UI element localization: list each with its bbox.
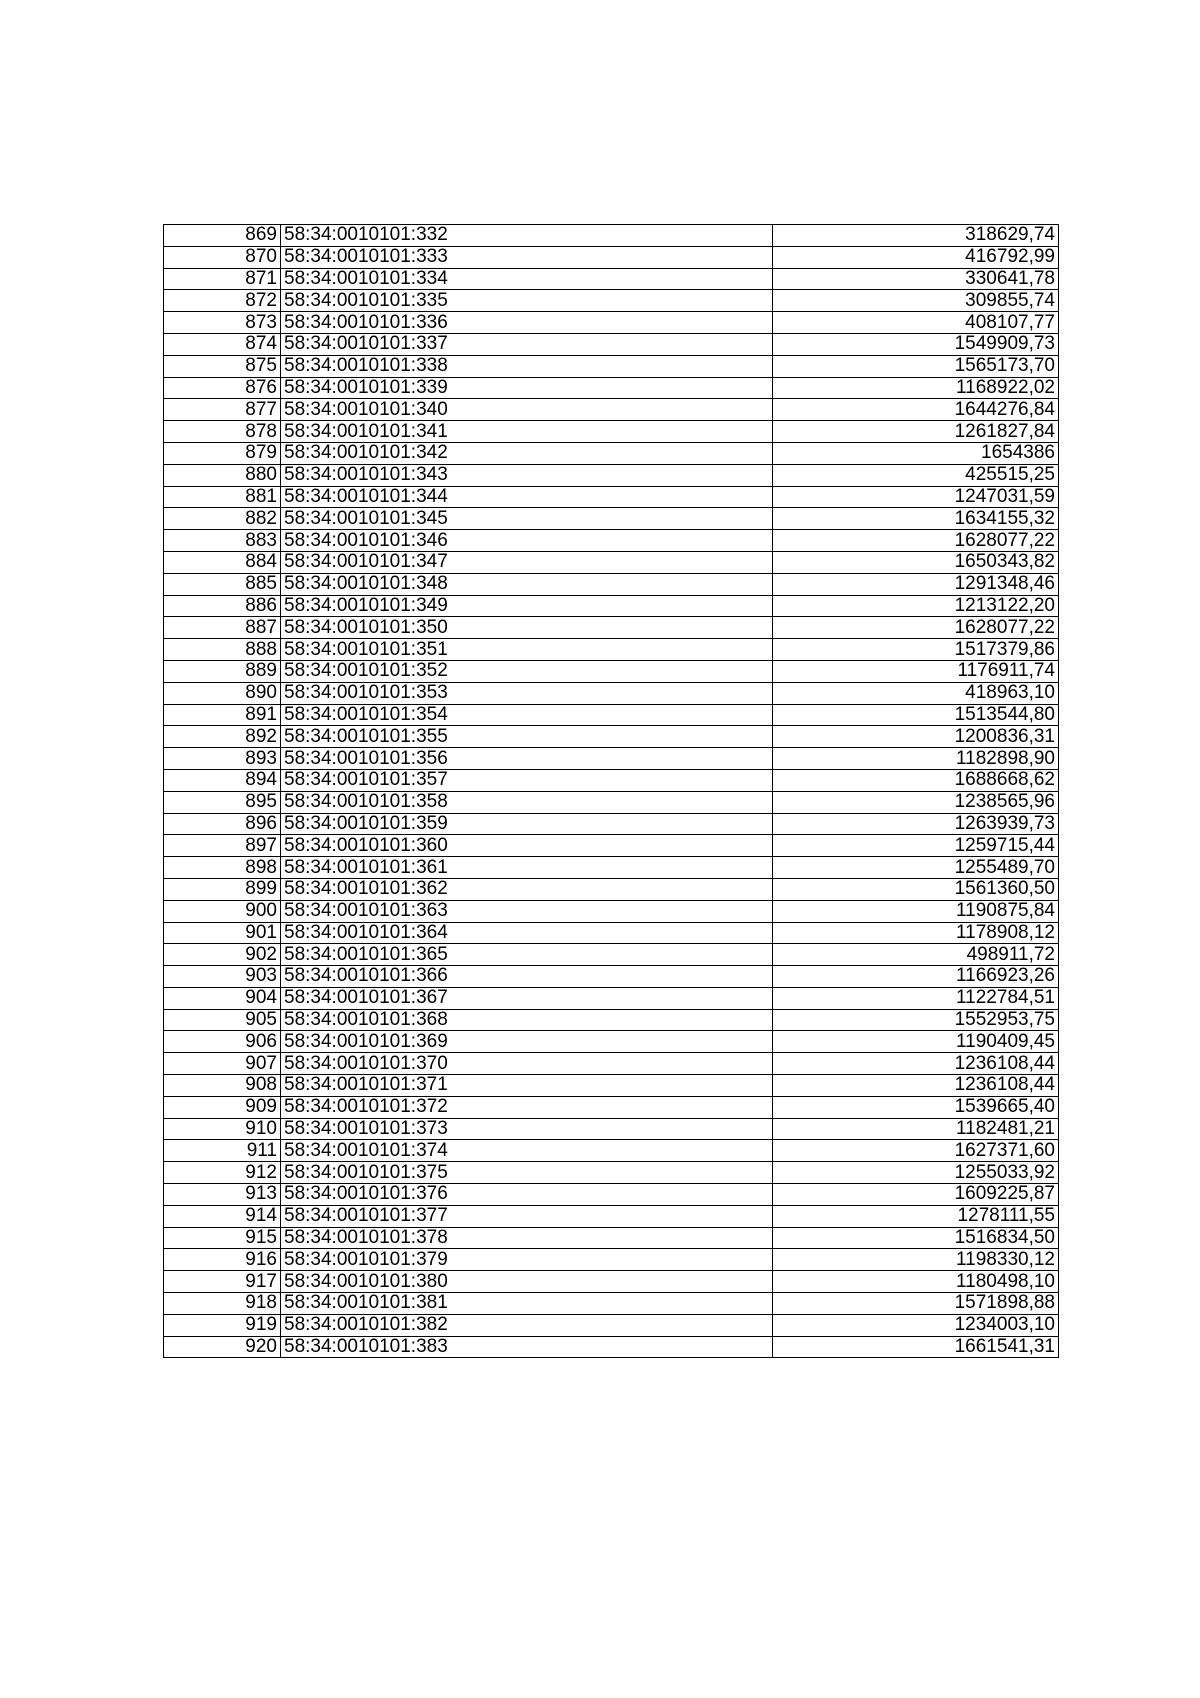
cadastral-number-cell: 58:34:0010101:380 <box>281 1271 773 1293</box>
table-row <box>164 290 1059 312</box>
table-row <box>164 639 1059 661</box>
cadastral-value-cell: 318629,74 <box>773 225 1059 247</box>
cadastral-number-cell: 58:34:0010101:340 <box>281 399 773 421</box>
row-number-cell: 875 <box>164 355 281 377</box>
cadastral-number-cell: 58:34:0010101:337 <box>281 333 773 355</box>
row-number-cell: 894 <box>164 769 281 791</box>
table-row <box>164 464 1059 486</box>
cadastral-number-cell: 58:34:0010101:349 <box>281 595 773 617</box>
table-body <box>164 225 1059 1358</box>
row-number-cell: 906 <box>164 1031 281 1053</box>
row-number-cell: 913 <box>164 1184 281 1206</box>
cadastral-number-cell: 58:34:0010101:342 <box>281 442 773 464</box>
cadastral-number-cell: 58:34:0010101:346 <box>281 530 773 552</box>
row-number-cell: 893 <box>164 748 281 770</box>
table-row <box>164 508 1059 530</box>
cadastral-number-cell: 58:34:0010101:355 <box>281 726 773 748</box>
cadastral-value-cell: 1628077,22 <box>773 530 1059 552</box>
cadastral-number-cell: 58:34:0010101:357 <box>281 769 773 791</box>
cadastral-number-cell: 58:34:0010101:372 <box>281 1096 773 1118</box>
cadastral-value-cell: 1200836,31 <box>773 726 1059 748</box>
cadastral-number-cell: 58:34:0010101:354 <box>281 704 773 726</box>
cadastral-value-cell: 1627371,60 <box>773 1140 1059 1162</box>
table-row <box>164 246 1059 268</box>
cadastral-number-cell: 58:34:0010101:382 <box>281 1314 773 1336</box>
row-number-cell: 917 <box>164 1271 281 1293</box>
cadastral-value-cell: 1661541,31 <box>773 1336 1059 1358</box>
row-number-cell: 914 <box>164 1205 281 1227</box>
cadastral-value-cell: 1247031,59 <box>773 486 1059 508</box>
table-row <box>164 1249 1059 1271</box>
cadastral-number-cell: 58:34:0010101:366 <box>281 966 773 988</box>
row-number-cell: 904 <box>164 987 281 1009</box>
table-row <box>164 1336 1059 1358</box>
cadastral-number-cell: 58:34:0010101:334 <box>281 268 773 290</box>
cadastral-number-cell: 58:34:0010101:336 <box>281 312 773 334</box>
row-number-cell: 879 <box>164 442 281 464</box>
cadastral-number-cell: 58:34:0010101:374 <box>281 1140 773 1162</box>
table-row <box>164 857 1059 879</box>
cadastral-number-cell: 58:34:0010101:338 <box>281 355 773 377</box>
table-row <box>164 748 1059 770</box>
cadastral-number-cell: 58:34:0010101:332 <box>281 225 773 247</box>
row-number-cell: 901 <box>164 922 281 944</box>
row-number-cell: 919 <box>164 1314 281 1336</box>
row-number-cell: 902 <box>164 944 281 966</box>
table-row <box>164 835 1059 857</box>
table-row <box>164 1162 1059 1184</box>
row-number-cell: 920 <box>164 1336 281 1358</box>
cadastral-number-cell: 58:34:0010101:373 <box>281 1118 773 1140</box>
cadastral-value-cell: 1236108,44 <box>773 1075 1059 1097</box>
cadastral-value-cell: 1255033,92 <box>773 1162 1059 1184</box>
cadastral-value-cell: 1516834,50 <box>773 1227 1059 1249</box>
row-number-cell: 908 <box>164 1075 281 1097</box>
row-number-cell: 898 <box>164 857 281 879</box>
cadastral-number-cell: 58:34:0010101:365 <box>281 944 773 966</box>
cadastral-number-cell: 58:34:0010101:383 <box>281 1336 773 1358</box>
row-number-cell: 915 <box>164 1227 281 1249</box>
cadastral-value-cell: 1213122,20 <box>773 595 1059 617</box>
cadastral-value-cell: 418963,10 <box>773 682 1059 704</box>
row-number-cell: 889 <box>164 660 281 682</box>
table-row <box>164 944 1059 966</box>
row-number-cell: 918 <box>164 1293 281 1315</box>
cadastral-number-cell: 58:34:0010101:358 <box>281 791 773 813</box>
cadastral-number-cell: 58:34:0010101:345 <box>281 508 773 530</box>
cadastral-value-cell: 1168922,02 <box>773 377 1059 399</box>
cadastral-number-cell: 58:34:0010101:376 <box>281 1184 773 1206</box>
cadastral-value-cell: 416792,99 <box>773 246 1059 268</box>
cadastral-value-cell: 1176911,74 <box>773 660 1059 682</box>
row-number-cell: 891 <box>164 704 281 726</box>
row-number-cell: 872 <box>164 290 281 312</box>
table-row <box>164 1075 1059 1097</box>
table-row <box>164 1009 1059 1031</box>
cadastral-value-cell: 1178908,12 <box>773 922 1059 944</box>
table-row <box>164 878 1059 900</box>
table-row <box>164 530 1059 552</box>
cadastral-value-cell: 1255489,70 <box>773 857 1059 879</box>
cadastral-value-cell: 1122784,51 <box>773 987 1059 1009</box>
cadastral-value-cell: 1561360,50 <box>773 878 1059 900</box>
row-number-cell: 905 <box>164 1009 281 1031</box>
cadastral-number-cell: 58:34:0010101:352 <box>281 660 773 682</box>
row-number-cell: 880 <box>164 464 281 486</box>
cadastral-value-cell: 1180498,10 <box>773 1271 1059 1293</box>
table-row <box>164 682 1059 704</box>
cadastral-value-cell: 1644276,84 <box>773 399 1059 421</box>
cadastral-value-cell: 1571898,88 <box>773 1293 1059 1315</box>
row-number-cell: 869 <box>164 225 281 247</box>
cadastral-value-cell: 1565173,70 <box>773 355 1059 377</box>
cadastral-number-cell: 58:34:0010101:351 <box>281 639 773 661</box>
cadastral-value-cell: 330641,78 <box>773 268 1059 290</box>
table-row <box>164 442 1059 464</box>
cadastral-value-cell: 1628077,22 <box>773 617 1059 639</box>
cadastral-number-cell: 58:34:0010101:360 <box>281 835 773 857</box>
cadastral-value-cell: 1552953,75 <box>773 1009 1059 1031</box>
cadastral-value-cell: 1190875,84 <box>773 900 1059 922</box>
row-number-cell: 911 <box>164 1140 281 1162</box>
cadastral-value-cell: 1539665,40 <box>773 1096 1059 1118</box>
row-number-cell: 877 <box>164 399 281 421</box>
cadastral-number-cell: 58:34:0010101:344 <box>281 486 773 508</box>
cadastral-number-cell: 58:34:0010101:368 <box>281 1009 773 1031</box>
row-number-cell: 895 <box>164 791 281 813</box>
table-row <box>164 1031 1059 1053</box>
cadastral-value-cell: 1291348,46 <box>773 573 1059 595</box>
cadastral-number-cell: 58:34:0010101:361 <box>281 857 773 879</box>
table-row <box>164 312 1059 334</box>
table-row <box>164 987 1059 1009</box>
cadastral-value-cell: 1198330,12 <box>773 1249 1059 1271</box>
row-number-cell: 892 <box>164 726 281 748</box>
cadastral-value-cell: 1609225,87 <box>773 1184 1059 1206</box>
row-number-cell: 871 <box>164 268 281 290</box>
cadastral-number-cell: 58:34:0010101:350 <box>281 617 773 639</box>
cadastral-value-cell: 1236108,44 <box>773 1053 1059 1075</box>
table-row <box>164 726 1059 748</box>
cadastral-number-cell: 58:34:0010101:379 <box>281 1249 773 1271</box>
table-row <box>164 660 1059 682</box>
table-row <box>164 1205 1059 1227</box>
table-row <box>164 1184 1059 1206</box>
row-number-cell: 890 <box>164 682 281 704</box>
table-row <box>164 1118 1059 1140</box>
table-row <box>164 966 1059 988</box>
row-number-cell: 916 <box>164 1249 281 1271</box>
cadastral-number-cell: 58:34:0010101:381 <box>281 1293 773 1315</box>
row-number-cell: 909 <box>164 1096 281 1118</box>
table-row <box>164 421 1059 443</box>
cadastral-value-cell: 1278111,55 <box>773 1205 1059 1227</box>
cadastral-value-cell: 1259715,44 <box>773 835 1059 857</box>
cadastral-number-cell: 58:34:0010101:348 <box>281 573 773 595</box>
cadastral-number-cell: 58:34:0010101:333 <box>281 246 773 268</box>
cadastral-number-cell: 58:34:0010101:353 <box>281 682 773 704</box>
document-page <box>163 224 1055 1358</box>
cadastral-value-cell: 1688668,62 <box>773 769 1059 791</box>
cadastral-value-cell: 1182898,90 <box>773 748 1059 770</box>
table-row <box>164 377 1059 399</box>
row-number-cell: 881 <box>164 486 281 508</box>
row-number-cell: 900 <box>164 900 281 922</box>
table-row <box>164 1053 1059 1075</box>
table-row <box>164 1314 1059 1336</box>
row-number-cell: 884 <box>164 551 281 573</box>
table-row <box>164 595 1059 617</box>
cadastral-value-cell: 1166923,26 <box>773 966 1059 988</box>
cadastral-value-cell: 498911,72 <box>773 944 1059 966</box>
cadastral-number-cell: 58:34:0010101:371 <box>281 1075 773 1097</box>
table-row <box>164 922 1059 944</box>
cadastral-number-cell: 58:34:0010101:378 <box>281 1227 773 1249</box>
row-number-cell: 883 <box>164 530 281 552</box>
cadastral-number-cell: 58:34:0010101:369 <box>281 1031 773 1053</box>
table-row <box>164 333 1059 355</box>
table-row <box>164 769 1059 791</box>
row-number-cell: 896 <box>164 813 281 835</box>
cadastral-value-cell: 1261827,84 <box>773 421 1059 443</box>
cadastral-value-cell: 1517379,86 <box>773 639 1059 661</box>
cadastral-value-cell: 408107,77 <box>773 312 1059 334</box>
table-row <box>164 225 1059 247</box>
row-number-cell: 874 <box>164 333 281 355</box>
cadastral-value-cell: 1182481,21 <box>773 1118 1059 1140</box>
table-row <box>164 900 1059 922</box>
row-number-cell: 887 <box>164 617 281 639</box>
cadastral-number-cell: 58:34:0010101:341 <box>281 421 773 443</box>
row-number-cell: 910 <box>164 1118 281 1140</box>
cadastral-value-cell: 1190409,45 <box>773 1031 1059 1053</box>
cadastral-value-cell: 1654386 <box>773 442 1059 464</box>
cadastral-number-cell: 58:34:0010101:377 <box>281 1205 773 1227</box>
row-number-cell: 873 <box>164 312 281 334</box>
row-number-cell: 886 <box>164 595 281 617</box>
row-number-cell: 888 <box>164 639 281 661</box>
cadastral-number-cell: 58:34:0010101:364 <box>281 922 773 944</box>
cadastral-value-cell: 425515,25 <box>773 464 1059 486</box>
row-number-cell: 882 <box>164 508 281 530</box>
cadastral-value-cell: 1513544,80 <box>773 704 1059 726</box>
cadastral-number-cell: 58:34:0010101:356 <box>281 748 773 770</box>
table-row <box>164 355 1059 377</box>
row-number-cell: 878 <box>164 421 281 443</box>
table-row <box>164 399 1059 421</box>
cadastral-value-cell: 1549909,73 <box>773 333 1059 355</box>
row-number-cell: 876 <box>164 377 281 399</box>
table-row <box>164 791 1059 813</box>
row-number-cell: 870 <box>164 246 281 268</box>
table-row <box>164 573 1059 595</box>
table-row <box>164 1096 1059 1118</box>
table-row <box>164 1271 1059 1293</box>
row-number-cell: 899 <box>164 878 281 900</box>
table-row <box>164 704 1059 726</box>
table-row <box>164 1140 1059 1162</box>
row-number-cell: 903 <box>164 966 281 988</box>
cadastral-value-cell: 1238565,96 <box>773 791 1059 813</box>
cadastral-number-cell: 58:34:0010101:363 <box>281 900 773 922</box>
cadastral-number-cell: 58:34:0010101:347 <box>281 551 773 573</box>
table-row <box>164 617 1059 639</box>
cadastral-number-cell: 58:34:0010101:375 <box>281 1162 773 1184</box>
cadastral-value-cell: 1234003,10 <box>773 1314 1059 1336</box>
cadastral-number-cell: 58:34:0010101:339 <box>281 377 773 399</box>
table-row <box>164 486 1059 508</box>
cadastral-value-cell: 309855,74 <box>773 290 1059 312</box>
table-row <box>164 1293 1059 1315</box>
row-number-cell: 912 <box>164 1162 281 1184</box>
cadastral-number-cell: 58:34:0010101:359 <box>281 813 773 835</box>
cadastral-number-cell: 58:34:0010101:335 <box>281 290 773 312</box>
table-row <box>164 268 1059 290</box>
cadastral-number-cell: 58:34:0010101:343 <box>281 464 773 486</box>
table-row <box>164 551 1059 573</box>
cadastral-value-cell: 1263939,73 <box>773 813 1059 835</box>
cadastral-number-cell: 58:34:0010101:370 <box>281 1053 773 1075</box>
cadastral-number-cell: 58:34:0010101:367 <box>281 987 773 1009</box>
row-number-cell: 897 <box>164 835 281 857</box>
cadastral-value-cell: 1650343,82 <box>773 551 1059 573</box>
cadastral-number-cell: 58:34:0010101:362 <box>281 878 773 900</box>
cadastral-value-cell: 1634155,32 <box>773 508 1059 530</box>
row-number-cell: 885 <box>164 573 281 595</box>
table-row <box>164 813 1059 835</box>
row-number-cell: 907 <box>164 1053 281 1075</box>
cadastral-value-table <box>163 224 1059 1358</box>
table-row <box>164 1227 1059 1249</box>
